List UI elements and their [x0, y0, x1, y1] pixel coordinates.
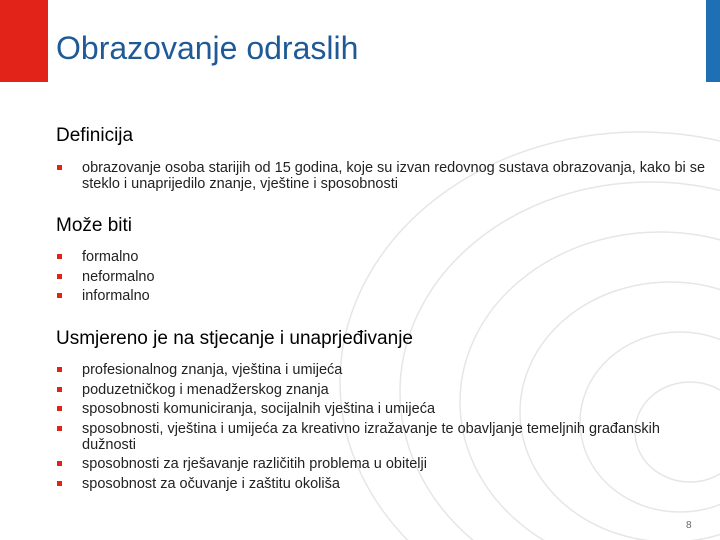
bullet-icon	[57, 293, 62, 298]
bullet-icon	[57, 274, 62, 279]
section-heading-moze-biti: Može biti	[56, 215, 133, 236]
bullet-icon	[57, 461, 62, 466]
section-heading-usmjereno: Usmjereno je na stjecanje i unaprjeđivanje	[56, 328, 413, 349]
definicija-list	[56, 160, 706, 196]
list-item: profesionalnog znanja, vještina i umijeća	[56, 362, 706, 378]
usmjereno-list	[56, 362, 706, 495]
bullet-icon	[57, 367, 62, 372]
list-item: poduzetničkog i menadžerskog znanja	[56, 382, 706, 398]
blue-accent-bar	[706, 0, 720, 82]
red-accent-bar	[0, 0, 48, 82]
list-item: obrazovanje osoba starijih od 15 godina, koje su izvan redovnog sustava obrazovanja, kako bi se steklo i unaprijedilo znanje, vještine i sposobnosti	[56, 160, 706, 192]
bullet-icon	[57, 406, 62, 411]
slide-title: Obrazovanje odraslih	[56, 30, 359, 66]
bullet-icon	[57, 165, 62, 170]
bullet-icon	[57, 254, 62, 259]
section-heading-definicija: Definicija	[56, 125, 134, 146]
list-item: sposobnosti, vještina i umijeća za kreativno izražavanje te obavljanje temeljnih građanskih dužnosti	[56, 421, 706, 453]
list-item: sposobnosti komuniciranja, socijalnih vještina i umijeća	[56, 401, 706, 417]
list-item: sposobnosti za rješavanje različitih problema u obitelji	[56, 456, 706, 472]
bullet-icon	[57, 426, 62, 431]
list-item: sposobnost za očuvanje i zaštitu okoliša	[56, 476, 706, 492]
list-item: formalno	[56, 249, 706, 265]
list-item: informalno	[56, 288, 706, 304]
bullet-icon	[57, 481, 62, 486]
page-number: 8	[686, 520, 692, 531]
moze-biti-list	[56, 249, 706, 308]
list-item: neformalno	[56, 269, 706, 285]
bullet-icon	[57, 387, 62, 392]
